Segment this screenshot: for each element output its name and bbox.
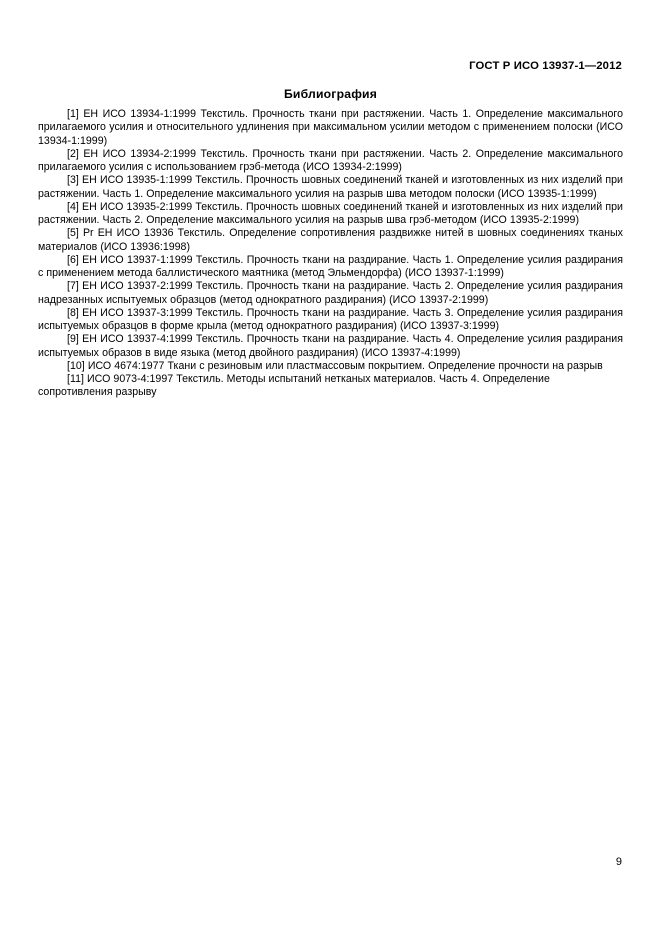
bibliography-list (38, 108, 623, 400)
bibliography-entry: [5] Pr ЕН ИСО 13936 Текстиль. Определение сопротивления раздвижке нитей в шовных соединениях тканых материалов (ИСО 13936:1998) (38, 227, 623, 253)
bibliography-entry: [10] ИСО 4674:1977 Ткани с резиновым или пластмассовым покрытием. Определение прочности на разрыв (67, 359, 603, 372)
bibliography-entry: [9] ЕН ИСО 13937-4:1999 Текстиль. Прочность ткани на раздирание. Часть 4. Определение усилия раздирания испытуемых образов в виде языка (метод двойного раздирания) (ИСО 13937-4:1999) (38, 333, 623, 359)
bibliography-entry: [1] ЕН ИСО 13934-1:1999 Текстиль. Прочность ткани при растяжении. Часть 1. Определение максимального прилагаемого усилия и относительного удлинения при максимальном усилии методом с применением полоски (ИСО 13934-1:1999) (38, 108, 623, 147)
bibliography-entry: [8] ЕН ИСО 13937-3:1999 Текстиль. Прочность ткани на раздирание. Часть 3. Определение усилия раздирания испытуемых образцов в форме крыла (метод однократного раздирания) (ИСО 13937-3:1999) (38, 306, 623, 332)
page-title: Библиография (283, 87, 378, 102)
bibliography-entry: [2] ЕН ИСО 13934-2:1999 Текстиль. Прочность ткани при растяжении. Часть 2. Определение максимального прилагаемого усилия с использованием грэб-метода (ИСО 13934-2:1999) (38, 147, 623, 173)
bibliography-entry: [7] ЕН ИСО 13937-2:1999 Текстиль. Прочность ткани на раздирание. Часть 2. Определение усилия раздирания надрезанных испытуемых образцов (метод однократного раздирания) (ИСО 13937-2:1999) (38, 280, 623, 306)
running-header: ГОСТ Р ИСО 13937-1—2012 (469, 60, 622, 72)
page-number: 9 (615, 856, 622, 868)
bibliography-entry: [11] ИСО 9073-4:1997 Текстиль. Методы испытаний нетканых материалов. Часть 4. Определение сопротивления разрыву (38, 373, 550, 399)
bibliography-entry: [3] ЕН ИСО 13935-1:1999 Текстиль. Прочность шовных соединений тканей и изготовленных из них изделий при растяжении. Часть 1. Определение максимального усилия на разрыв шва методом полоски (ИСО 13935-1:1999) (38, 174, 623, 200)
bibliography-entry: [6] ЕН ИСО 13937-1:1999 Текстиль. Прочность ткани на раздирание. Часть 1. Определение усилия раздирания с применением метода баллистического маятника (метод Эльмендорфа) (ИСО 13937-1:1999) (38, 253, 623, 279)
bibliography-entry: [4] ЕН ИСО 13935-2:1999 Текстиль. Прочность шовных соединений тканей и изготовленных из них изделий при растяжении. Часть 2. Определение максимального усилия на разрыв шва грэб-методом (ИСО 13935-2:1999) (38, 200, 623, 226)
